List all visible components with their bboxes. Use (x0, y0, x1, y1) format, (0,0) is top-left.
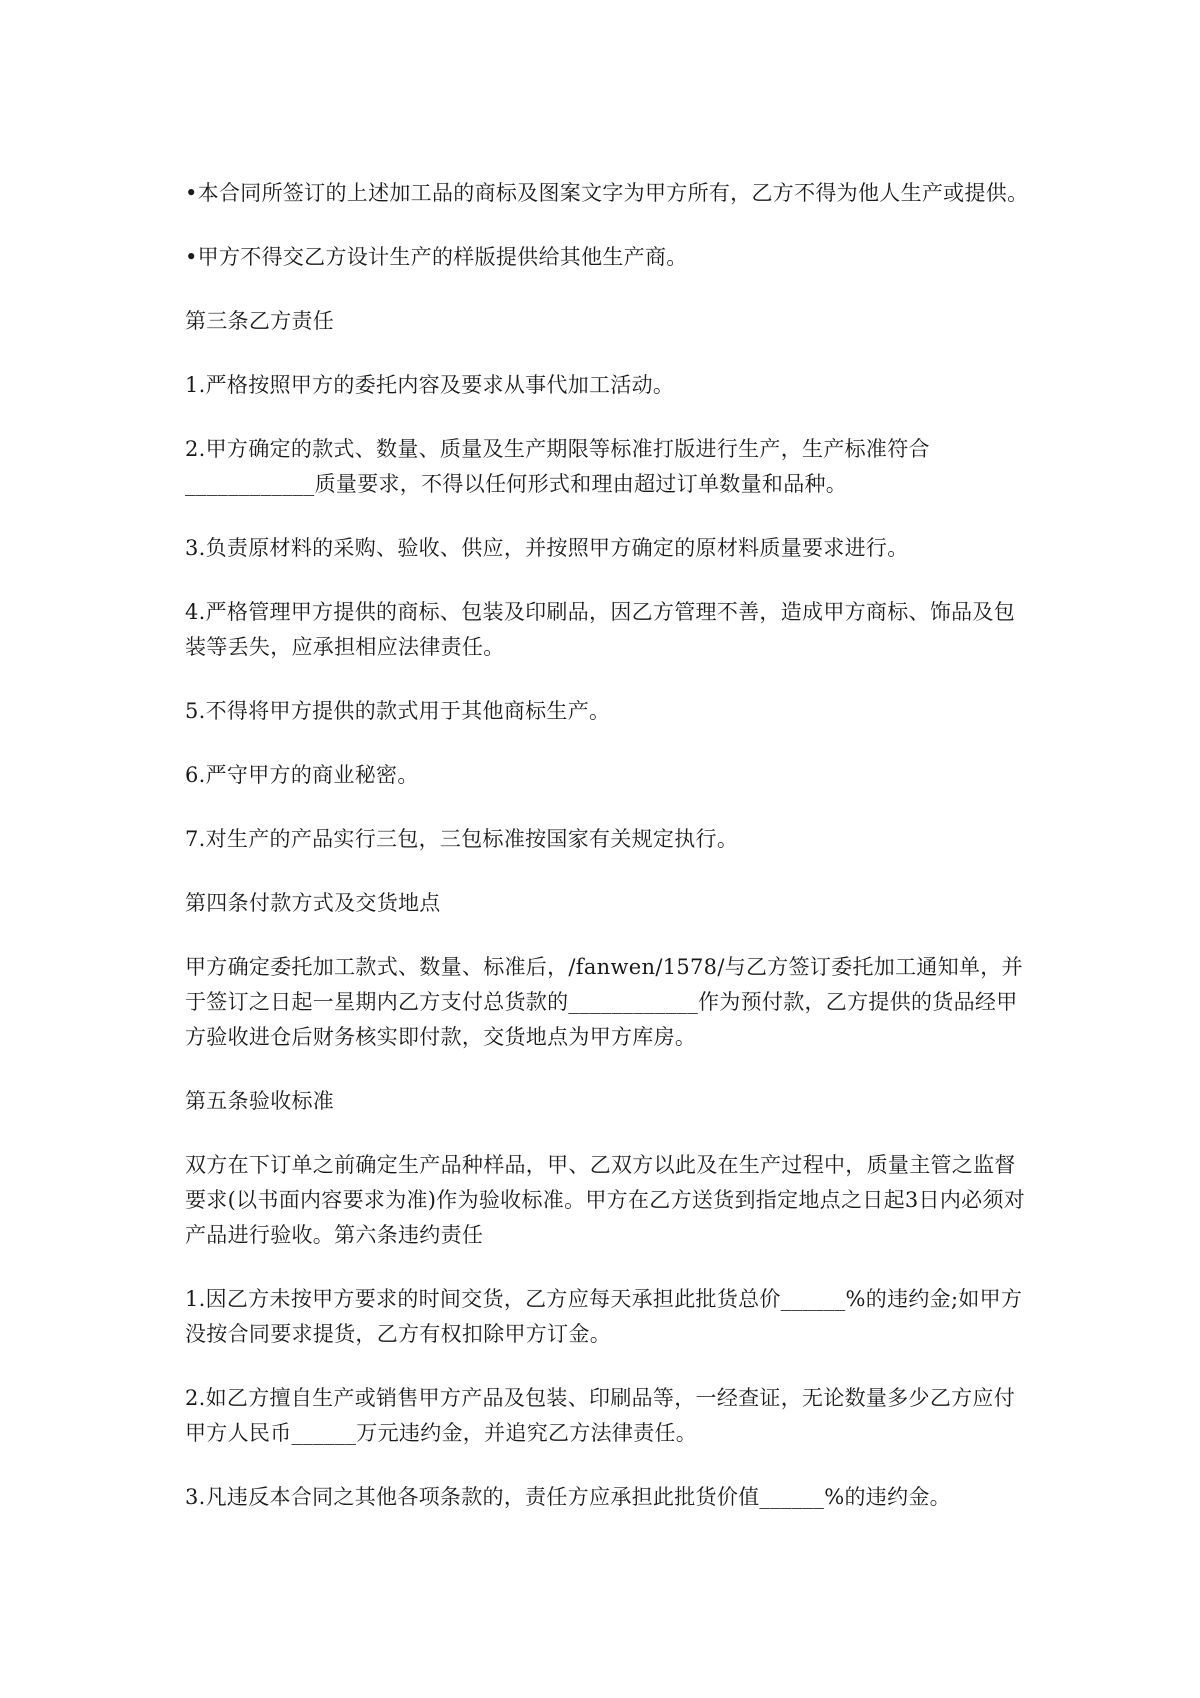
section-heading-article-4: 第四条付款方式及交货地点 (185, 891, 441, 915)
clause-3-2: 2.甲方确定的款式、数量、质量及生产期限等标准打版进行生产，生产标准符合____________质量要求，不得以任何形式和理由超过订单数量和品种。 (185, 437, 930, 496)
clause-4-payment: 甲方确定委托加工款式、数量、标准后，/fanwen/1578/与乙方签订委托加工通知单，并于签订之日起一星期内乙方支付总货款的____________作为预付款，乙方提供的货品经甲方验收进仓后财务核实即付款，交货地点为甲方库房。 (185, 955, 1023, 1049)
section-heading-article-5: 第五条验收标准 (185, 1089, 335, 1113)
clause-3-1: 1.严格按照甲方的委托内容及要求从事代加工活动。 (185, 373, 675, 397)
clause-3-4: 4.严格管理甲方提供的商标、包装及印刷品，因乙方管理不善，造成甲方商标、饰品及包装等丢失，应承担相应法律责任。 (185, 600, 1016, 659)
clause-5-acceptance: 双方在下订单之前确定生产品种样品，甲、乙双方以此及在生产过程中，质量主管之监督要求(以书面内容要求为准)作为验收标准。甲方在乙方送货到指定地点之日起3日内必须对产品进行验收。第六条违约责任 (185, 1153, 1026, 1247)
clause-3-3: 3.负责原材料的采购、验收、供应，并按照甲方确定的原材料质量要求进行。 (185, 536, 909, 560)
bullet-paragraph-sample: •甲方不得交乙方设计生产的样版提供给其他生产商。 (185, 245, 688, 269)
clause-6-2: 2.如乙方擅自生产或销售甲方产品及包装、印刷品等，一经查证，无论数量多少乙方应付甲方人民币______万元违约金，并追究乙方法律责任。 (185, 1386, 1016, 1445)
clause-6-1: 1.因乙方未按甲方要求的时间交货，乙方应每天承担此批货总价______%的违约金;如甲方没按合同要求提货，乙方有权扣除甲方订金。 (185, 1287, 1023, 1346)
bullet-paragraph-trademark: •本合同所签订的上述加工品的商标及图案文字为甲方所有，乙方不得为他人生产或提供。 (185, 181, 1029, 205)
clause-6-3: 3.凡违反本合同之其他各项条款的，责任方应承担此批货价值______%的违约金。 (185, 1485, 951, 1509)
clause-3-5: 5.不得将甲方提供的款式用于其他商标生产。 (185, 699, 611, 723)
clause-3-7: 7.对生产的产品实行三包，三包标准按国家有关规定执行。 (185, 827, 739, 851)
section-heading-article-3: 第三条乙方责任 (185, 309, 335, 333)
document-body (185, 176, 1035, 1544)
clause-3-6: 6.严守甲方的商业秘密。 (185, 763, 419, 787)
